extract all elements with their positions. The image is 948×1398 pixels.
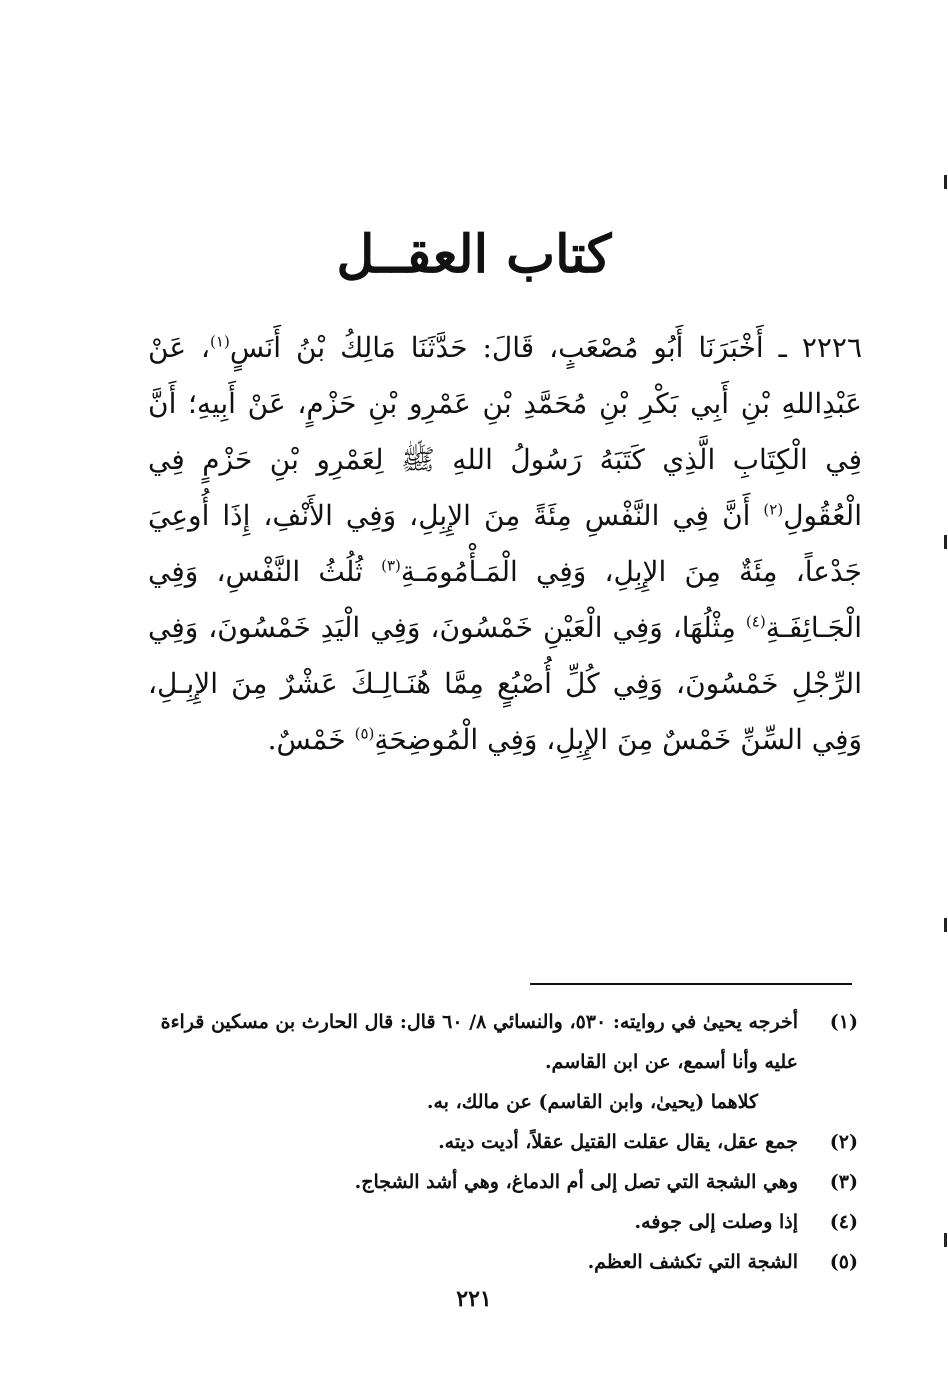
scan-edge-mark	[944, 175, 947, 189]
hadith-part-3: أَنَّ فِي النَّفْسِ مِئَةً مِنَ الإِبِلِ، وَفِي الأَنْفِ، إِذَا أُوعِيَ جَدْعاً، مِئَةٌ مِنَ الإِبِلِ، وَفِي الْمَـأْمُومَـةِ	[148, 499, 862, 588]
footnote-4	[150, 1202, 858, 1242]
footnote-number: (٢)	[829, 1131, 858, 1153]
hadith-part-6: خَمْسٌ.	[267, 723, 355, 756]
footnote-marker-1[interactable]: (١)	[210, 332, 230, 351]
footnote-line: وهي الشجة التي تصل إلى أم الدماغ، وهي أشد الشجاج.	[354, 1171, 798, 1193]
hadith-paragraph	[148, 320, 862, 768]
footnote-number: (١)	[829, 1011, 858, 1033]
footnote-marker-3[interactable]: (٣)	[381, 556, 401, 575]
footnote-2	[150, 1122, 858, 1162]
footnote-line: أخرجه يحيىٰ في روايته: ٥٣٠، والنسائي ٨/ ٦٠ قال: قال الحارث بن مسكين قراءة عليه وأنا أسمع، عن ابن القاسم.	[160, 1011, 798, 1073]
footnote-text	[150, 1002, 798, 1122]
footnote-number: (٤)	[829, 1211, 858, 1233]
hadith-part-4: ثُلُثُ النَّفْسِ، وَفِي الْجَـائِفَـةِ	[148, 555, 862, 644]
hadith-part-5: مِثْلُهَا، وَفِي الْعَيْنِ خَمْسُونَ، وَفِي الْيَدِ خَمْسُونَ، وَفِي الرِّجْلِ خَمْسُونَ، وَفِي كُلِّ أُصْبُعٍ مِمَّا هُنَـالِـكَ عَشْرٌ مِنَ الإِبِـلِ، وَفِي السِّنِّ خَمْسٌ مِنَ الإِبِلِ، وَفِي الْمُوضِحَةِ	[148, 611, 862, 756]
hadith-text	[148, 320, 862, 768]
footnote-text	[150, 1122, 798, 1162]
scan-edge-mark	[944, 535, 947, 549]
footnote-number: (٥)	[829, 1251, 858, 1273]
footnote-text	[150, 1162, 798, 1202]
footnote-text	[150, 1202, 798, 1242]
scan-edge-mark	[944, 1233, 947, 1247]
footnote-line: الشجة التي تكشف العظم.	[587, 1251, 798, 1273]
footnote-3	[150, 1162, 858, 1202]
footnote-marker-5[interactable]: (٥)	[354, 724, 375, 743]
footnote-line: كلاهما (يحيىٰ، وابن القاسم) عن مالك، به.	[426, 1091, 758, 1113]
footnote-divider	[530, 983, 852, 985]
hadith-part-1: ٢٢٢٦ ـ أَخْبَرَنَا أَبُو مُصْعَبٍ، قَالَ: حَدَّثَنَا مَالِكُ بْنُ أَنَسٍ	[229, 331, 862, 364]
footnote-line: جمع عقل، يقال عقلت القتيل عقلاً، أديت ديته.	[438, 1131, 798, 1153]
footnote-1	[150, 1002, 858, 1122]
footnote-5	[150, 1242, 858, 1282]
footnote-marker-2[interactable]: (٢)	[763, 500, 784, 519]
footnote-text	[150, 1242, 798, 1282]
page-title: كتاب العقــل	[336, 224, 612, 285]
page-number: ٢٢١	[456, 1286, 492, 1312]
hadith-part-2: ، عَنْ عَبْدِاللهِ بْنِ أَبِي بَكْرِ بْنِ مُحَمَّدِ بْنِ عَمْرِو بْنِ حَزْمٍ، عَنْ أَبِيهِ؛ أَنَّ فِي الْكِتَابِ الَّذِي كَتَبَهُ رَسُولُ اللهِ ﷺ لِعَمْرِو بْنِ حَزْمٍ فِي الْعُقُولِ	[148, 331, 862, 532]
footnote-line: إذا وصلت إلى جوفه.	[634, 1211, 798, 1233]
scan-edge-mark	[944, 918, 947, 932]
footnote-number: (٣)	[829, 1171, 858, 1193]
footnote-marker-4[interactable]: (٤)	[745, 612, 766, 631]
footnotes-section	[150, 1002, 858, 1282]
